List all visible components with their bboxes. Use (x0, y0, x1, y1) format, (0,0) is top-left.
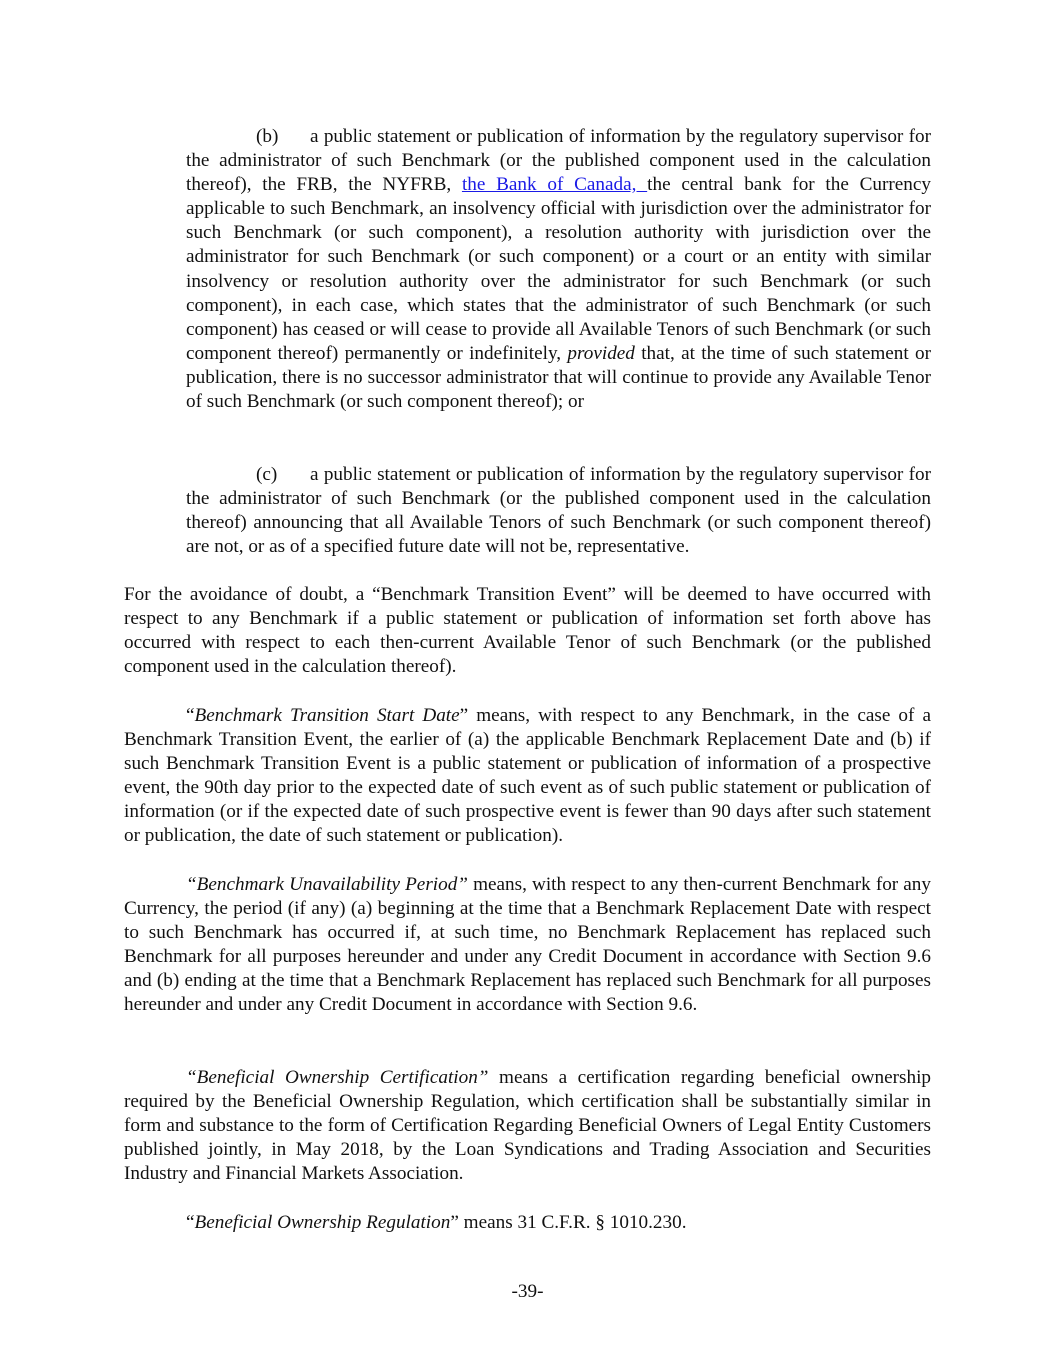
definition-text: means a certification regarding beneficial ownership required by the Beneficial Ownership Regulation, which certification shall be substantially similar in form and substance to the form of Certification Regarding Beneficial Owners of Legal Entity Customers published jointly, in May 2018, by the Loan Syndications and Trading Association and Securities Industry and Financial Markets Association. (124, 1067, 932, 1185)
bank-of-canada-link[interactable]: the Bank of Canada, (461, 174, 648, 196)
clause-c-label: (c) (256, 464, 278, 485)
close-quote: ” (450, 1212, 459, 1233)
close-quote: ” (459, 705, 469, 726)
definition-unavailability-period (124, 873, 931, 1018)
definition-text: means 31 C.F.R. § 1010.230. (458, 1212, 687, 1233)
defined-term: Beneficial Ownership Regulation (194, 1212, 451, 1233)
clause-b-text-1: a public statement or publication of information by the regulatory supervisor for the administrator of such Benchmark (or the published component used in the calculation thereof), the FRB, the NYFRB, (186, 126, 931, 196)
clause-c-text: a public statement or publication of information by the regulatory supervisor for the administrator of such Benchmark (or the published component used in the calculation thereof) announcing that all Available Tenors of such Benchmark (or such component thereof) are not, or as of a specified future date will not be, representative. (186, 464, 931, 558)
definition-ownership-certification (124, 1066, 931, 1186)
open-quote: “ (186, 705, 195, 726)
clause-b (186, 125, 931, 414)
open-quote: “ (186, 1212, 195, 1233)
clause-b-text-2: the central bank for the Currency applicable to such Benchmark, an insolvency official with jurisdiction over the administrator for such Benchmark (or such component), a resolution authority with jurisdiction over the administrator for such Benchmark (or such component) or a court or an entity with similar insolvency or resolution authority over the administrator for such Benchmark (or such component), in each case, which states that the administrator of such Benchmark (or such component) has ceased or will cease to provide all Available Tenors of such Benchmark (or such component thereof) permanently or indefinitely, (186, 174, 931, 364)
defined-term: “Benchmark Unavailability Period” (186, 874, 468, 895)
definition-transition-start-date (124, 704, 931, 849)
avoidance-of-doubt-paragraph (124, 583, 931, 679)
clause-b-label: (b) (256, 126, 279, 147)
page-number: -39- (511, 1281, 544, 1302)
defined-term: Benchmark Transition Start Date (194, 705, 460, 726)
definition-ownership-regulation (124, 1211, 931, 1235)
provided-italic: provided (567, 342, 635, 364)
avoidance-text: For the avoidance of doubt, a “Benchmark Transition Event” will be deemed to have occurred with respect to any Benchmark if a public statement or publication of information set forth above has occurred with respect to each then-current Available Tenor of such Benchmark (or the published component used in the calculation thereof). (124, 584, 931, 678)
clause-b-text-3: that, at the time of such statement or publication, there is no successor administrator that will continue to provide any Available Tenor of such Benchmark (or such component thereof); or (186, 342, 931, 413)
definition-text: means, with respect to any then-current Benchmark for any Currency, the period (if any) (a) beginning at the time that a Benchmark Replacement Date with respect to such Benchmark has occurred if, at such time, no Benchmark Replacement has replaced such Benchmark for all purposes hereunder and under any Credit Document in accordance with Section 9.6 and (b) ending at the time that a Benchmark Replacement has replaced such Benchmark for all purposes hereunder and under any Credit Document in accordance with Section 9.6. (124, 874, 931, 1016)
clause-c (186, 463, 931, 559)
definition-text: means, with respect to any Benchmark, in the case of a Benchmark Transition Event, the earlier of (a) the applicable Benchmark Replacement Date and (b) if such Benchmark Transition Event is a public statement or publication of information of a prospective event, the 90th day prior to the expected date of such event as of such public statement or publication of information (or if the expected date of such prospective event is fewer than 90 days after such statement or publication, the date of such statement or publication). (124, 705, 931, 847)
defined-term: “Beneficial Ownership Certification” (186, 1067, 489, 1088)
